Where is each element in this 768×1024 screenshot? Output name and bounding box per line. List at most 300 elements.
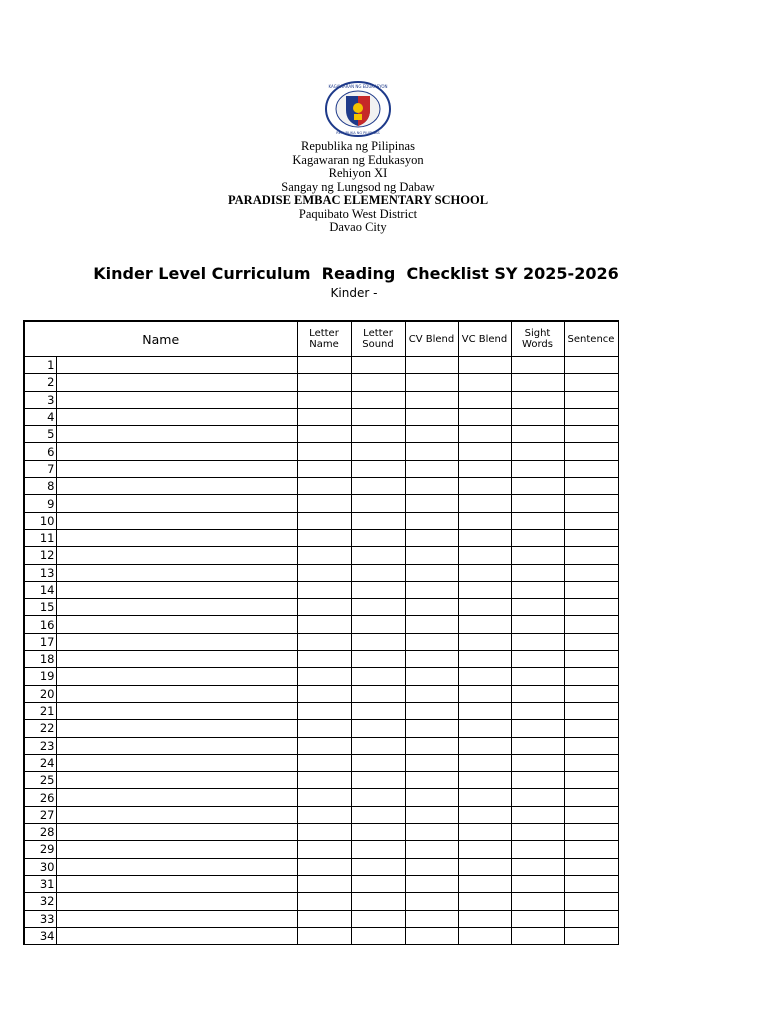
letter-name-cell[interactable] [297,737,351,754]
sight-words-cell[interactable] [511,564,564,581]
sentence-cell[interactable] [564,408,618,425]
vc-blend-cell[interactable] [458,651,511,668]
letter-sound-cell[interactable] [351,408,405,425]
vc-blend-cell[interactable] [458,374,511,391]
letter-name-cell[interactable] [297,806,351,823]
cv-blend-cell[interactable] [405,478,458,495]
cv-blend-cell[interactable] [405,668,458,685]
vc-blend-cell[interactable] [458,547,511,564]
sight-words-cell[interactable] [511,702,564,719]
sentence-cell[interactable] [564,426,618,443]
vc-blend-cell[interactable] [458,685,511,702]
sight-words-cell[interactable] [511,841,564,858]
letter-sound-cell[interactable] [351,858,405,875]
letter-sound-cell[interactable] [351,685,405,702]
deped-seal-logo [324,80,392,138]
table-row [24,374,618,391]
vc-blend-cell[interactable] [458,789,511,806]
letter-name-cell[interactable] [297,824,351,841]
name-cell[interactable] [56,668,297,685]
table-row [24,841,618,858]
name-cell[interactable] [56,806,297,823]
cv-blend-cell[interactable] [405,564,458,581]
name-cell[interactable] [56,737,297,754]
school-name: PARADISE EMBAC ELEMENTARY SCHOOL [227,193,489,207]
sight-words-cell[interactable] [511,858,564,875]
letter-sound-cell[interactable] [351,581,405,598]
sight-words-cell[interactable] [511,357,564,374]
vc-blend-cell[interactable] [458,633,511,650]
letter-sound-cell[interactable] [351,772,405,789]
sight-words-cell[interactable] [511,391,564,408]
table-row [24,858,618,875]
sentence-cell[interactable] [564,910,618,927]
name-cell[interactable] [56,391,297,408]
sentence-cell[interactable] [564,357,618,374]
sight-words-cell[interactable] [511,408,564,425]
cv-blend-cell[interactable] [405,685,458,702]
sight-words-cell[interactable] [511,910,564,927]
letter-sound-cell[interactable] [351,616,405,633]
row-number: 8 [24,478,56,495]
sight-words-cell[interactable] [511,495,564,512]
sentence-cell[interactable] [564,391,618,408]
sentence-cell[interactable] [564,374,618,391]
cv-blend-cell[interactable] [405,443,458,460]
svg-text:KAGAWARAN NG EDUKASYON: KAGAWARAN NG EDUKASYON [328,84,388,89]
name-cell[interactable] [56,720,297,737]
name-cell[interactable] [56,651,297,668]
vc-blend-cell[interactable] [458,529,511,546]
row-number: 15 [24,599,56,616]
cv-blend-cell[interactable] [405,391,458,408]
cv-blend-cell[interactable] [405,806,458,823]
letter-sound-cell[interactable] [351,374,405,391]
vc-blend-cell[interactable] [458,512,511,529]
letter-name-cell[interactable] [297,668,351,685]
cv-blend-cell[interactable] [405,841,458,858]
country-line: Republika ng Pilipinas [301,139,415,153]
letter-name-cell[interactable] [297,651,351,668]
letter-sound-cell[interactable] [351,564,405,581]
row-number: 34 [24,927,56,944]
letter-name-cell[interactable] [297,789,351,806]
cv-blend-cell[interactable] [405,824,458,841]
name-cell[interactable] [56,858,297,875]
cv-blend-cell[interactable] [405,789,458,806]
sentence-cell[interactable] [564,806,618,823]
sentence-cell[interactable] [564,824,618,841]
row-number: 10 [24,512,56,529]
letter-sound-cell[interactable] [351,754,405,771]
sight-words-cell[interactable] [511,651,564,668]
vc-blend-cell[interactable] [458,564,511,581]
row-number: 20 [24,685,56,702]
name-cell[interactable] [56,581,297,598]
table-row [24,547,618,564]
table-row [24,616,618,633]
letter-sound-cell[interactable] [351,391,405,408]
cv-blend-cell[interactable] [405,599,458,616]
letter-name-cell[interactable] [297,581,351,598]
sentence-cell[interactable] [564,564,618,581]
sentence-cell[interactable] [564,702,618,719]
letter-name-cell[interactable] [297,841,351,858]
sight-words-cell[interactable] [511,547,564,564]
vc-blend-cell[interactable] [458,754,511,771]
cv-blend-cell[interactable] [405,927,458,944]
letter-sound-cell[interactable] [351,668,405,685]
name-cell[interactable] [56,599,297,616]
cv-blend-cell[interactable] [405,737,458,754]
letter-name-cell[interactable] [297,858,351,875]
cv-blend-cell[interactable] [405,633,458,650]
vc-blend-cell[interactable] [458,702,511,719]
table-row [24,702,618,719]
department-line: Kagawaran ng Edukasyon [292,152,424,167]
name-cell[interactable] [56,460,297,477]
name-cell[interactable] [56,512,297,529]
letter-sound-cell[interactable] [351,702,405,719]
letter-name-cell[interactable] [297,564,351,581]
letter-name-cell[interactable] [297,910,351,927]
vc-blend-cell[interactable] [458,581,511,598]
vc-blend-cell[interactable] [458,772,511,789]
name-cell[interactable] [56,564,297,581]
name-cell[interactable] [56,685,297,702]
vc-blend-cell[interactable] [458,391,511,408]
header-letter-name: Letter Name [297,321,351,357]
letter-sound-cell[interactable] [351,841,405,858]
name-cell[interactable] [56,875,297,892]
cv-blend-cell[interactable] [405,616,458,633]
name-cell[interactable] [56,633,297,650]
table-row [24,789,618,806]
letter-sound-cell[interactable] [351,737,405,754]
sight-words-cell[interactable] [511,374,564,391]
sight-words-cell[interactable] [511,668,564,685]
name-cell[interactable] [56,772,297,789]
row-number: 22 [24,720,56,737]
table-row [24,772,618,789]
letter-name-cell[interactable] [297,927,351,944]
cv-blend-cell[interactable] [405,408,458,425]
letter-sound-cell[interactable] [351,547,405,564]
letter-sound-cell[interactable] [351,443,405,460]
letter-sound-cell[interactable] [351,599,405,616]
letter-sound-cell[interactable] [351,495,405,512]
letter-sound-cell[interactable] [351,651,405,668]
name-cell[interactable] [56,789,297,806]
vc-blend-cell[interactable] [458,737,511,754]
letter-sound-cell[interactable] [351,357,405,374]
row-number: 9 [24,495,56,512]
row-number: 33 [24,910,56,927]
letter-sound-cell[interactable] [351,478,405,495]
letter-sound-cell[interactable] [351,426,405,443]
letter-sound-cell[interactable] [351,927,405,944]
letter-name-cell[interactable] [297,460,351,477]
table-row [24,893,618,910]
name-cell[interactable] [56,616,297,633]
sight-words-cell[interactable] [511,875,564,892]
table-row [24,478,618,495]
sight-words-cell[interactable] [511,478,564,495]
vc-blend-cell[interactable] [458,841,511,858]
letter-name-cell[interactable] [297,391,351,408]
sight-words-cell[interactable] [511,927,564,944]
letter-name-cell[interactable] [297,893,351,910]
sight-words-cell[interactable] [511,893,564,910]
sight-words-cell[interactable] [511,685,564,702]
svg-text:REPUBLIKA NG PILIPINAS: REPUBLIKA NG PILIPINAS [336,131,380,135]
letter-name-cell[interactable] [297,875,351,892]
header-cv-blend: CV Blend [405,321,458,357]
table-row [24,529,618,546]
table-row [24,426,618,443]
table-row [24,910,618,927]
letter-name-cell[interactable] [297,772,351,789]
cv-blend-cell[interactable] [405,374,458,391]
vc-blend-cell[interactable] [458,910,511,927]
cv-blend-cell[interactable] [405,460,458,477]
table-row [24,391,618,408]
letter-name-cell[interactable] [297,357,351,374]
table-row [24,460,618,477]
letter-name-cell[interactable] [297,547,351,564]
name-cell[interactable] [56,824,297,841]
row-number: 12 [24,547,56,564]
sentence-cell[interactable] [564,875,618,892]
vc-blend-cell[interactable] [458,599,511,616]
cv-blend-cell[interactable] [405,581,458,598]
letter-name-cell[interactable] [297,426,351,443]
sentence-cell[interactable] [564,460,618,477]
row-number: 26 [24,789,56,806]
cv-blend-cell[interactable] [405,772,458,789]
sentence-cell[interactable] [564,443,618,460]
row-number: 17 [24,633,56,650]
cv-blend-cell[interactable] [405,910,458,927]
sentence-cell[interactable] [564,893,618,910]
sentence-cell[interactable] [564,789,618,806]
sentence-cell[interactable] [564,495,618,512]
letter-sound-cell[interactable] [351,806,405,823]
sentence-cell[interactable] [564,547,618,564]
sentence-cell[interactable] [564,685,618,702]
sight-words-cell[interactable] [511,616,564,633]
row-number: 25 [24,772,56,789]
sight-words-cell[interactable] [511,512,564,529]
sentence-cell[interactable] [564,478,618,495]
sight-words-cell[interactable] [511,720,564,737]
vc-blend-cell[interactable] [458,927,511,944]
vc-blend-cell[interactable] [458,357,511,374]
letter-name-cell[interactable] [297,599,351,616]
table-row [24,581,618,598]
name-cell[interactable] [56,426,297,443]
sight-words-cell[interactable] [511,772,564,789]
letter-sound-cell[interactable] [351,789,405,806]
name-cell[interactable] [56,529,297,546]
sentence-cell[interactable] [564,529,618,546]
district-line: Paquibato West District [298,206,418,221]
sight-words-cell[interactable] [511,460,564,477]
row-number: 13 [24,564,56,581]
sentence-cell[interactable] [564,651,618,668]
sentence-cell[interactable] [564,772,618,789]
letter-name-cell[interactable] [297,754,351,771]
vc-blend-cell[interactable] [458,893,511,910]
vc-blend-cell[interactable] [458,875,511,892]
name-cell[interactable] [56,754,297,771]
sentence-cell[interactable] [564,720,618,737]
row-number: 21 [24,702,56,719]
table-row [24,495,618,512]
sight-words-cell[interactable] [511,426,564,443]
cv-blend-cell[interactable] [405,495,458,512]
cv-blend-cell[interactable] [405,720,458,737]
sight-words-cell[interactable] [511,824,564,841]
name-cell[interactable] [56,910,297,927]
letter-sound-cell[interactable] [351,910,405,927]
name-cell[interactable] [56,374,297,391]
vc-blend-cell[interactable] [458,824,511,841]
vc-blend-cell[interactable] [458,720,511,737]
sight-words-cell[interactable] [511,529,564,546]
name-cell[interactable] [56,893,297,910]
table-row [24,824,618,841]
sentence-cell[interactable] [564,858,618,875]
vc-blend-cell[interactable] [458,478,511,495]
sight-words-cell[interactable] [511,737,564,754]
row-number: 1 [24,357,56,374]
name-cell[interactable] [56,357,297,374]
sight-words-cell[interactable] [511,806,564,823]
sight-words-cell[interactable] [511,789,564,806]
letter-sound-cell[interactable] [351,824,405,841]
letter-sound-cell[interactable] [351,633,405,650]
table-row [24,651,618,668]
letter-name-cell[interactable] [297,529,351,546]
name-cell[interactable] [56,443,297,460]
name-cell[interactable] [56,478,297,495]
cv-blend-cell[interactable] [405,893,458,910]
sentence-cell[interactable] [564,599,618,616]
name-cell[interactable] [56,408,297,425]
name-cell[interactable] [56,702,297,719]
vc-blend-cell[interactable] [458,616,511,633]
row-number: 5 [24,426,56,443]
header-sentence: Sentence [564,321,618,357]
vc-blend-cell[interactable] [458,806,511,823]
letter-sound-cell[interactable] [351,893,405,910]
letter-name-cell[interactable] [297,512,351,529]
sight-words-cell[interactable] [511,633,564,650]
letter-name-cell[interactable] [297,685,351,702]
row-number: 4 [24,408,56,425]
cv-blend-cell[interactable] [405,512,458,529]
letter-name-cell[interactable] [297,633,351,650]
sentence-cell[interactable] [564,841,618,858]
cv-blend-cell[interactable] [405,858,458,875]
letter-sound-cell[interactable] [351,720,405,737]
name-cell[interactable] [56,841,297,858]
table-row [24,564,618,581]
cv-blend-cell[interactable] [405,529,458,546]
sight-words-cell[interactable] [511,443,564,460]
cv-blend-cell[interactable] [405,875,458,892]
table-row [24,357,618,374]
row-number: 11 [24,529,56,546]
vc-blend-cell[interactable] [458,408,511,425]
letter-name-cell[interactable] [297,495,351,512]
header-name: Name [24,321,297,357]
sentence-cell[interactable] [564,581,618,598]
sentence-cell[interactable] [564,512,618,529]
cv-blend-cell[interactable] [405,754,458,771]
sentence-cell[interactable] [564,754,618,771]
letter-sound-cell[interactable] [351,512,405,529]
sentence-cell[interactable] [564,737,618,754]
letter-name-cell[interactable] [297,374,351,391]
row-number: 2 [24,374,56,391]
name-cell[interactable] [56,547,297,564]
name-cell[interactable] [56,927,297,944]
sentence-cell[interactable] [564,668,618,685]
header-letter-sound: Letter Sound [351,321,405,357]
letter-name-cell[interactable] [297,616,351,633]
letter-sound-cell[interactable] [351,529,405,546]
sentence-cell[interactable] [564,633,618,650]
letter-name-cell[interactable] [297,702,351,719]
letter-sound-cell[interactable] [351,875,405,892]
vc-blend-cell[interactable] [458,495,511,512]
name-cell[interactable] [56,495,297,512]
sight-words-cell[interactable] [511,581,564,598]
cv-blend-cell[interactable] [405,357,458,374]
letter-name-cell[interactable] [297,443,351,460]
cv-blend-cell[interactable] [405,547,458,564]
letter-name-cell[interactable] [297,478,351,495]
letter-name-cell[interactable] [297,408,351,425]
page-subtitle: Kinder - [330,286,378,300]
cv-blend-cell[interactable] [405,426,458,443]
table-row [24,668,618,685]
row-number: 18 [24,651,56,668]
row-number: 27 [24,806,56,823]
letter-sound-cell[interactable] [351,460,405,477]
table-row [24,633,618,650]
vc-blend-cell[interactable] [458,858,511,875]
cv-blend-cell[interactable] [405,651,458,668]
vc-blend-cell[interactable] [458,460,511,477]
cv-blend-cell[interactable] [405,702,458,719]
page-title: Kinder Level Curriculum Reading Checklist SY 2025-2026 [93,264,619,283]
sight-words-cell[interactable] [511,599,564,616]
header-vc-blend: VC Blend [458,321,511,357]
vc-blend-cell[interactable] [458,668,511,685]
vc-blend-cell[interactable] [458,443,511,460]
row-number: 32 [24,893,56,910]
table-row [24,443,618,460]
sight-words-cell[interactable] [511,754,564,771]
letter-name-cell[interactable] [297,720,351,737]
table-row [24,408,618,425]
sentence-cell[interactable] [564,927,618,944]
vc-blend-cell[interactable] [458,426,511,443]
sentence-cell[interactable] [564,616,618,633]
